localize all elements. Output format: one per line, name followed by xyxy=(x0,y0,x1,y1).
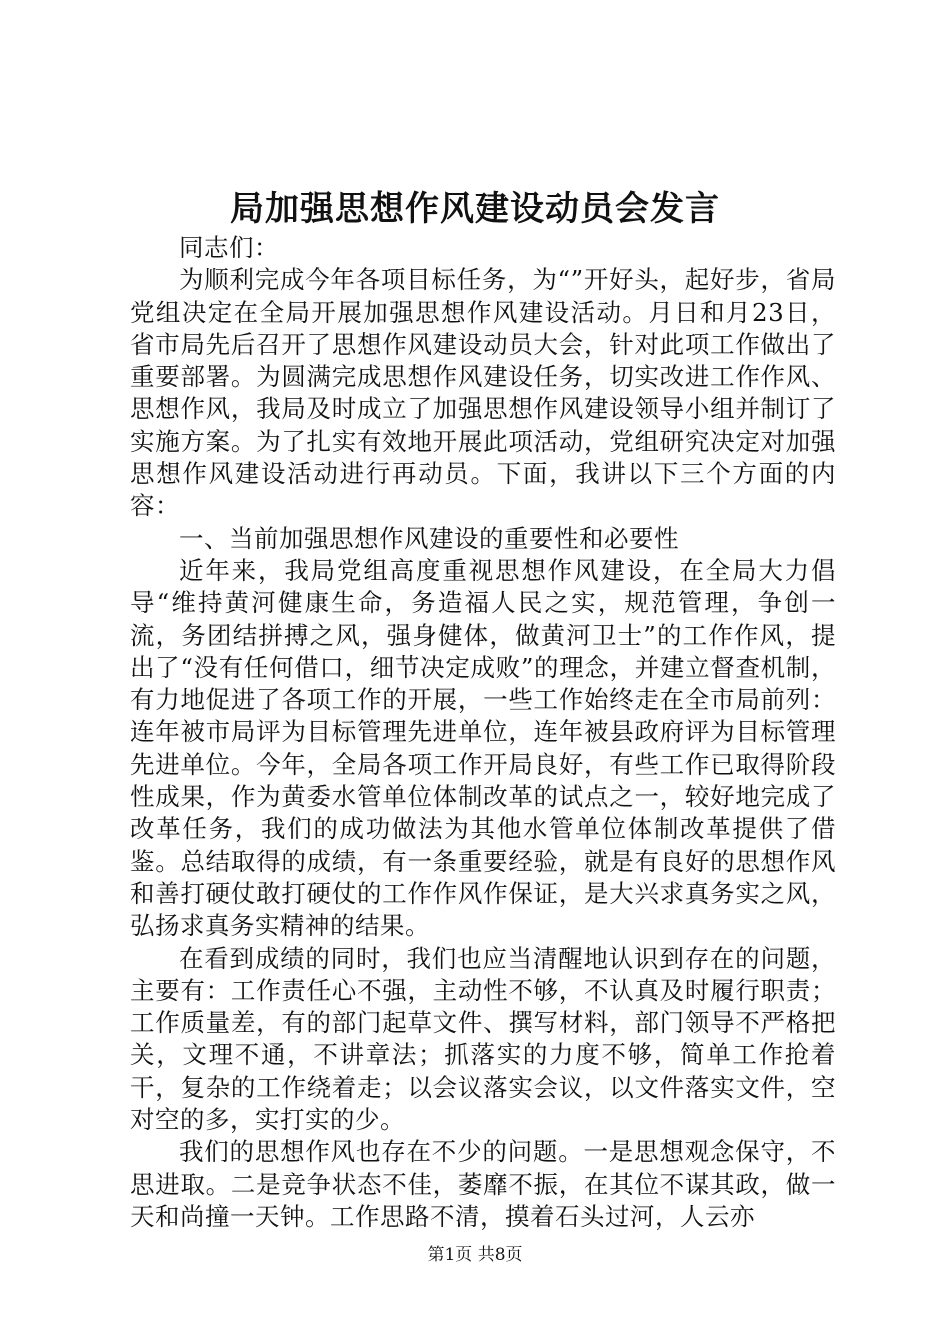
paragraph: 近年来，我局党组高度重视思想作风建设，在全局大力倡导“维持黄河健康生命，务造福人民之实，规范管理，争创一流，务团结拼搏之风，强身健体，做黄河卫士”的工作作风，提出了“没有任何借口，细节决定成败”的理念，并建立督查机制，有力地促进了各项工作的开展，一些工作始终走在全市局前列：连年被市局评为目标管理先进单位，连年被县政府评为目标管理先进单位。今年，全局各项工作开局良好，有些工作已取得阶段性成果，作为黄委水管单位体制改革的试点之一，较好地完成了改革任务，我们的成功做法为其他水管单位体制改革提供了借鉴。总结取得的成绩，有一条重要经验，就是有良好的思想作风和善打硬仗敢打硬仗的工作作风作保证，是大兴求真务实之风，弘扬求真务实精神的结果。 xyxy=(130,555,836,941)
document-title: 局加强思想作风建设动员会发言 xyxy=(230,189,720,229)
page-number-footer: 第1页 共8页 xyxy=(427,1245,523,1265)
paragraph: 我们的思想作风也存在不少的问题。一是思想观念保守，不思进取。二是竞争状态不佳，萎靡不振，在其位不谋其政，做一天和尚撞一天钟。工作思路不清，摸着石头过河，人云亦 xyxy=(130,1137,836,1231)
document-body xyxy=(130,232,836,1233)
paragraph: 在看到成绩的同时，我们也应当清醒地认识到存在的问题，主要有：工作责任心不强，主动性不够，不认真及时履行职责；工作质量差，有的部门起草文件、撰写材料，部门领导不严格把关，文理不通，不讲章法；抓落实的力度不够，简单工作抢着干，复杂的工作绕着走；以会议落实会议，以文件落实文件，空对空的多，实打实的少。 xyxy=(130,943,836,1135)
paragraph: 为顺利完成今年各项目标任务，为“”开好头，起好步，省局党组决定在全局开展加强思想作风建设活动。月日和月23日，省市局先后召开了思想作风建设动员大会，针对此项工作做出了重要部署。为圆满完成思想作风建设任务，切实改进工作作风、思想作风，我局及时成立了加强思想作风建设领导小组并制订了实施方案。为了扎实有效地开展此项活动，党组研究决定对加强思想作风建设活动进行再动员。下面，我讲以下三个方面的内容： xyxy=(130,265,836,521)
salutation: 同志们： xyxy=(179,233,279,262)
section-heading: 一、当前加强思想作风建设的重要性和必要性 xyxy=(179,523,679,553)
